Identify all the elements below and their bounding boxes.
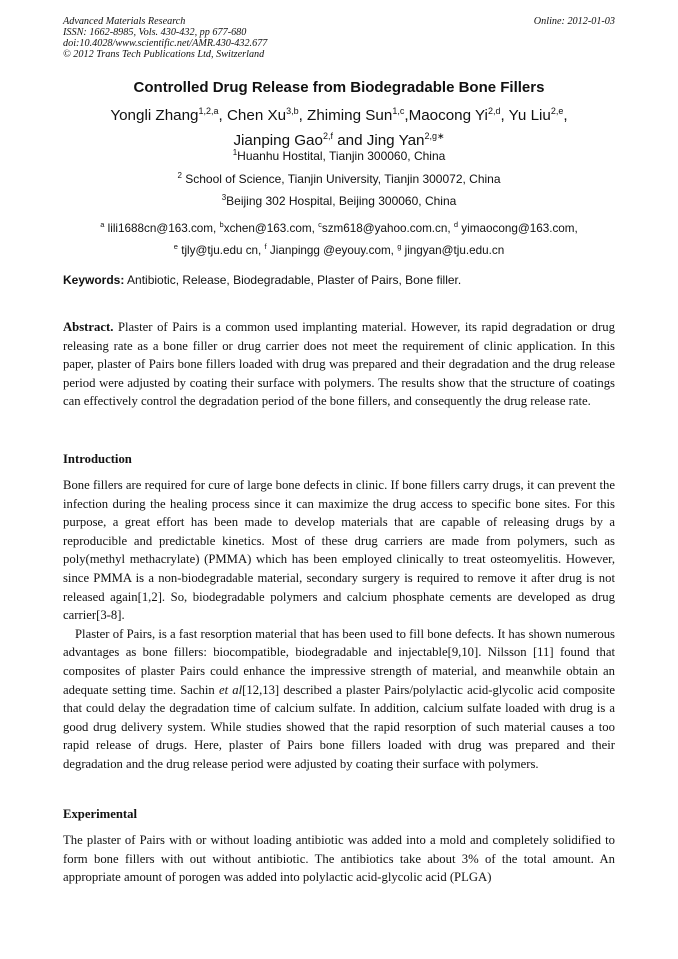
author-name: Chen Xu <box>226 107 287 125</box>
email-sup: e <box>173 241 178 251</box>
author-name: Yu Liu <box>508 107 551 125</box>
author-sep: , <box>563 107 568 125</box>
paper-title: Controlled Drug Release from Biodegradable Bone Fillers <box>133 79 545 96</box>
author-name: Zhiming Sun <box>307 107 393 125</box>
affiliation-1 <box>0 148 678 163</box>
keywords <box>63 273 615 287</box>
introduction-body <box>63 476 615 774</box>
paragraph-text: [12,13] described a plaster Pairs/polylactic acid-glycolic acid composite that could delay the degradation time of calcium sulfate. In addition, calcium sulfate loaded with drug is a good drug delivery system. While studies showed that the rapid resorption of such material causes a too rapid release of drugs. Here, plaster of Pairs bone fillers loaded with drug was prepared and their degradation and the drug release period were adjusted by coating their surface with polymers. <box>63 682 615 771</box>
author-sup: 2,d <box>487 106 501 116</box>
affiliation-sup: 1 <box>232 148 238 157</box>
journal-name: Advanced Materials Research <box>63 16 186 27</box>
experimental-paragraph-1: The plaster of Pairs with or without loading antibiotic was added into a mold and completely solidified to form bone fillers with out without antibiotic. The antibiotics take about 3% of the total amount. An appropriate amount of porogen was added into polylactic acid-glycolic acid (PLGA) <box>63 833 615 885</box>
email-sup: c <box>318 220 322 229</box>
author-sep: and <box>332 132 367 150</box>
online-date: Online: 2012-01-03 <box>533 16 615 27</box>
email-address: jingyan@tju.edu.cn <box>401 243 505 257</box>
author-name: Jianping Gao <box>233 132 323 150</box>
author-name: Jing Yan <box>366 132 425 150</box>
email-sup: d <box>453 220 459 229</box>
email-address: szm618@yahoo.com.cn, <box>321 221 454 235</box>
author-sup: 2,e <box>550 106 564 116</box>
email-address: lili1688cn@163.com, <box>104 221 220 235</box>
email-sup: g <box>397 241 402 251</box>
copyright-line: © 2012 Trans Tech Publications Ltd, Switzerland <box>63 49 265 60</box>
email-address: yimaocong@163.com, <box>458 221 578 235</box>
author-name: Maocong Yi <box>408 107 488 125</box>
affiliation-sup: 3 <box>221 193 227 202</box>
author-sup: 1,2,a <box>198 106 219 116</box>
email-address: Jianpingg @eyouy.com, <box>266 243 398 257</box>
email-sup: a <box>100 220 105 229</box>
introduction-heading: Introduction <box>63 452 132 466</box>
author-sup: 1,c <box>392 106 405 116</box>
author-list <box>60 101 618 151</box>
email-list <box>60 216 618 260</box>
issn-line: ISSN: 1662-8985, Vols. 430-432, pp 677-680 <box>63 27 247 38</box>
author-sup: 3,b <box>286 106 299 116</box>
experimental-heading: Experimental <box>63 807 138 821</box>
introduction-paragraph-2 <box>63 625 615 774</box>
affiliation-3 <box>0 193 678 208</box>
italic-text: et al <box>218 682 243 697</box>
doi-line: doi:10.4028/www.scientific.net/AMR.430-432.677 <box>63 38 268 49</box>
affiliation-text: Beijing 302 Hospital, Beijing 300060, China <box>226 194 457 208</box>
affiliation-text: Huanhu Hostital, Tianjin 300060, China <box>237 149 446 163</box>
email-sup: b <box>219 220 224 229</box>
author-sep: , <box>500 107 509 125</box>
introduction-paragraph-1: Bone fillers are required for cure of large bone defects in clinic. If bone fillers carry drugs, it can prevent the infection during the healing process since it can maximize the drug access to specific bone sites. For this purpose, a great effort has been made to develop materials that are capable of releasing drugs by a reproducible and predictable kinetics. Most of these drug carriers are made from polymers, such as poly(methyl methacrylate) (PMMA) which has been employed clinically to treat osteomyelitis. However, since PMMA is a non-biodegradable material, secondary surgery is required to remove it after drug is not released again[1,2]. So, biodegradable polymers and calcium phosphate cements are developed as drug carrier[3-8]. <box>63 478 615 623</box>
email-sup: f <box>264 241 267 251</box>
email-address: xchen@163.com, <box>223 221 319 235</box>
author-sep: , <box>298 107 308 125</box>
author-sup: 2,g∗ <box>424 131 445 142</box>
affiliation-sup: 2 <box>177 171 182 180</box>
abstract <box>63 318 615 411</box>
affiliation-2 <box>0 171 678 186</box>
affiliation-text: School of Science, Tianjin University, Tianjin 300072, China <box>181 172 501 186</box>
journal-header <box>63 16 267 60</box>
abstract-text: Plaster of Pairs is a common used implanting material. However, its rapid degradation or drug releasing rate as a bone filler or drug carrier does not meet the requirement of clinic application. In this paper, plaster of Pairs bone fillers loaded with drug was prepared and their degradation and the drug release period were adjusted by coating their surface with polymers. The results show that the structure of coatings can effectively control the degradation period of the bone fillers, and consequently the drug release rate. <box>63 320 615 409</box>
paragraph-text: Plaster of Pairs, is a fast resorption material that has been used to fill bone defects. It has shown numerous advantages as bone fillers: biocompatible, biodegradable and injectable[9,10]. Nilsson [11] found that composites of plaster Pairs could enhance the impressive strength of material, and meanwhile obtain an adequate setting time. Sachin <box>63 626 615 697</box>
author-sup: 2,f <box>322 131 333 142</box>
keywords-label: Keywords: <box>63 273 125 287</box>
email-address: tjly@tju.edu cn, <box>177 243 265 257</box>
keywords-text: Antibiotic, Release, Biodegradable, Plaster of Pairs, Bone filler. <box>124 273 462 287</box>
author-name: Yongli Zhang <box>110 107 199 125</box>
author-sep: , <box>404 107 409 125</box>
author-sep: , <box>218 107 227 125</box>
abstract-label: Abstract. <box>63 320 114 334</box>
